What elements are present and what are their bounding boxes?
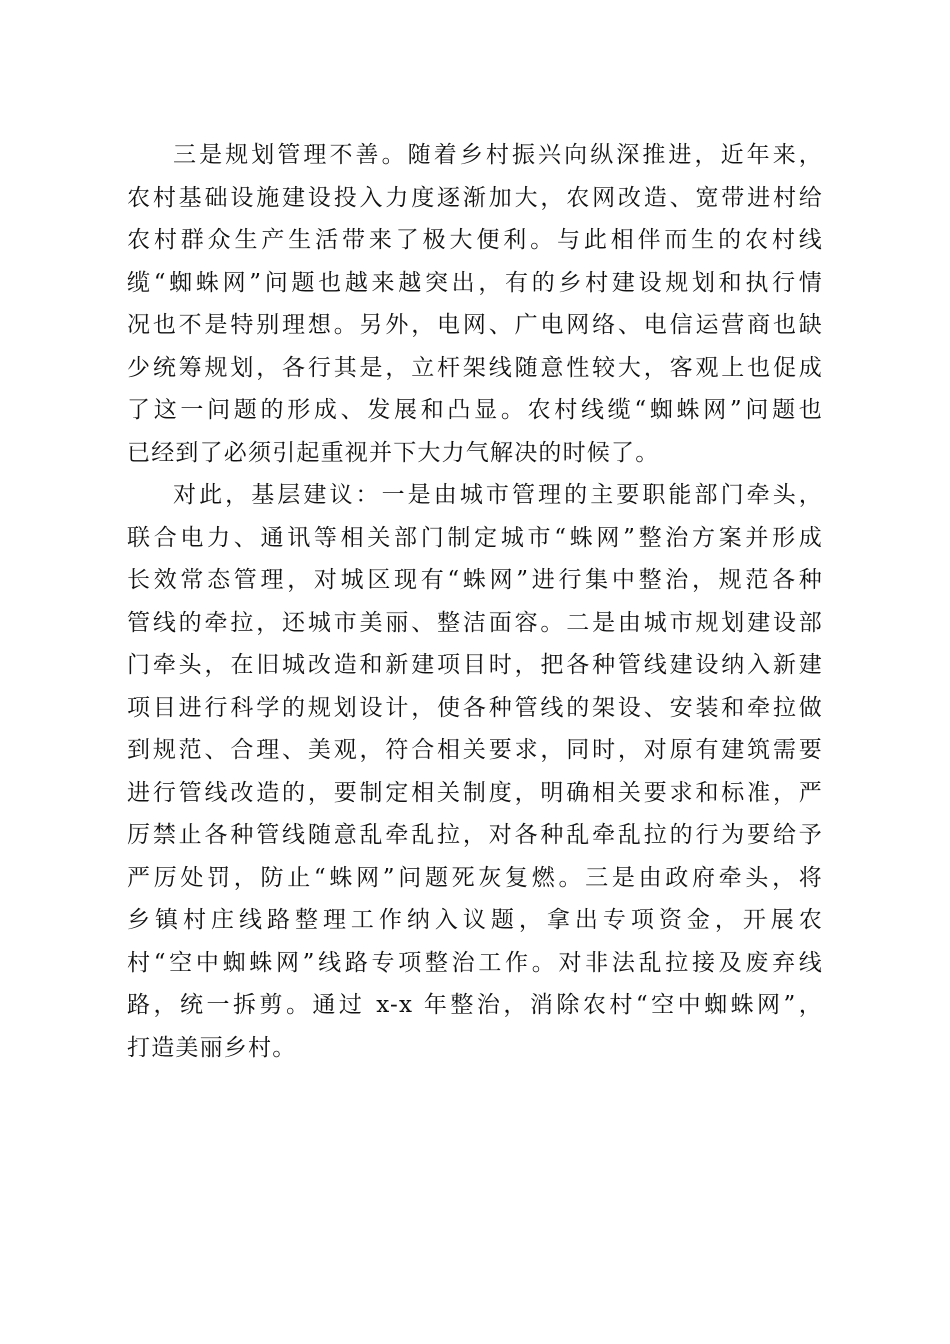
paragraph-line: 管线的牵拉，还城市美丽、整洁面容。二是由城市规划建设部 (127, 609, 823, 636)
paragraph-line: 项目进行科学的规划设计，使各种管线的架设、安装和牵拉做 (127, 694, 823, 721)
paragraph-line: 严厉处罚，防止“蛛网”问题死灰复燃。三是由政府牵头，将 (127, 864, 823, 891)
paragraph-line: 到规范、合理、美观，符合相关要求，同时，对原有建筑需要 (127, 737, 823, 763)
paragraph-line: 况也不是特别理想。另外，电网、广电网络、电信运营商也缺 (127, 312, 823, 338)
paragraph-line: 已经到了必须引起重视并下大力气解决的时候了。 (127, 439, 660, 466)
paragraph-line: 厉禁止各种管线随意乱牵乱拉，对各种乱牵乱拉的行为要给予 (127, 822, 823, 848)
paragraph-line: 农村基础设施建设投入力度逐渐加大，农网改造、宽带进村给 (127, 184, 823, 211)
paragraph-line: 联合电力、通讯等相关部门制定城市“蛛网”整治方案并形成 (127, 524, 823, 551)
paragraph-line: 门牵头，在旧城改造和新建项目时，把各种管线建设纳入新建 (127, 652, 823, 678)
paragraph-line: 对此，基层建议：一是由城市管理的主要职能部门牵头， (173, 482, 823, 508)
paragraph-line: 路，统一拆剪。通过 x-x 年整治，消除农村“空中蜘蛛网”， (127, 992, 823, 1018)
document-body (127, 134, 823, 1069)
paragraph-planning-management (127, 134, 823, 474)
paragraph-line: 进行管线改造的，要制定相关制度，明确相关要求和标准，严 (127, 779, 823, 806)
paragraph-line: 缆“蜘蛛网”问题也越来越突出，有的乡村建设规划和执行情 (127, 269, 823, 296)
paragraph-recommendations (127, 474, 823, 1069)
paragraph-line: 三是规划管理不善。随着乡村振兴向纵深推进，近年来， (173, 142, 823, 168)
paragraph-line: 少统筹规划，各行其是，立杆架线随意性较大，客观上也促成 (127, 354, 823, 381)
paragraph-line: 长效常态管理，对城区现有“蛛网”进行集中整治，规范各种 (127, 567, 823, 593)
paragraph-line: 了这一问题的形成、发展和凸显。农村线缆“蜘蛛网”问题也 (127, 397, 823, 423)
paragraph-line: 农村群众生产生活带来了极大便利。与此相伴而生的农村线 (127, 227, 823, 253)
paragraph-line: 村“空中蜘蛛网”线路专项整治工作。对非法乱拉接及废弃线 (127, 949, 823, 976)
paragraph-line: 打造美丽乡村。 (127, 1034, 297, 1061)
paragraph-line: 乡镇村庄线路整理工作纳入议题，拿出专项资金，开展农 (127, 907, 823, 933)
